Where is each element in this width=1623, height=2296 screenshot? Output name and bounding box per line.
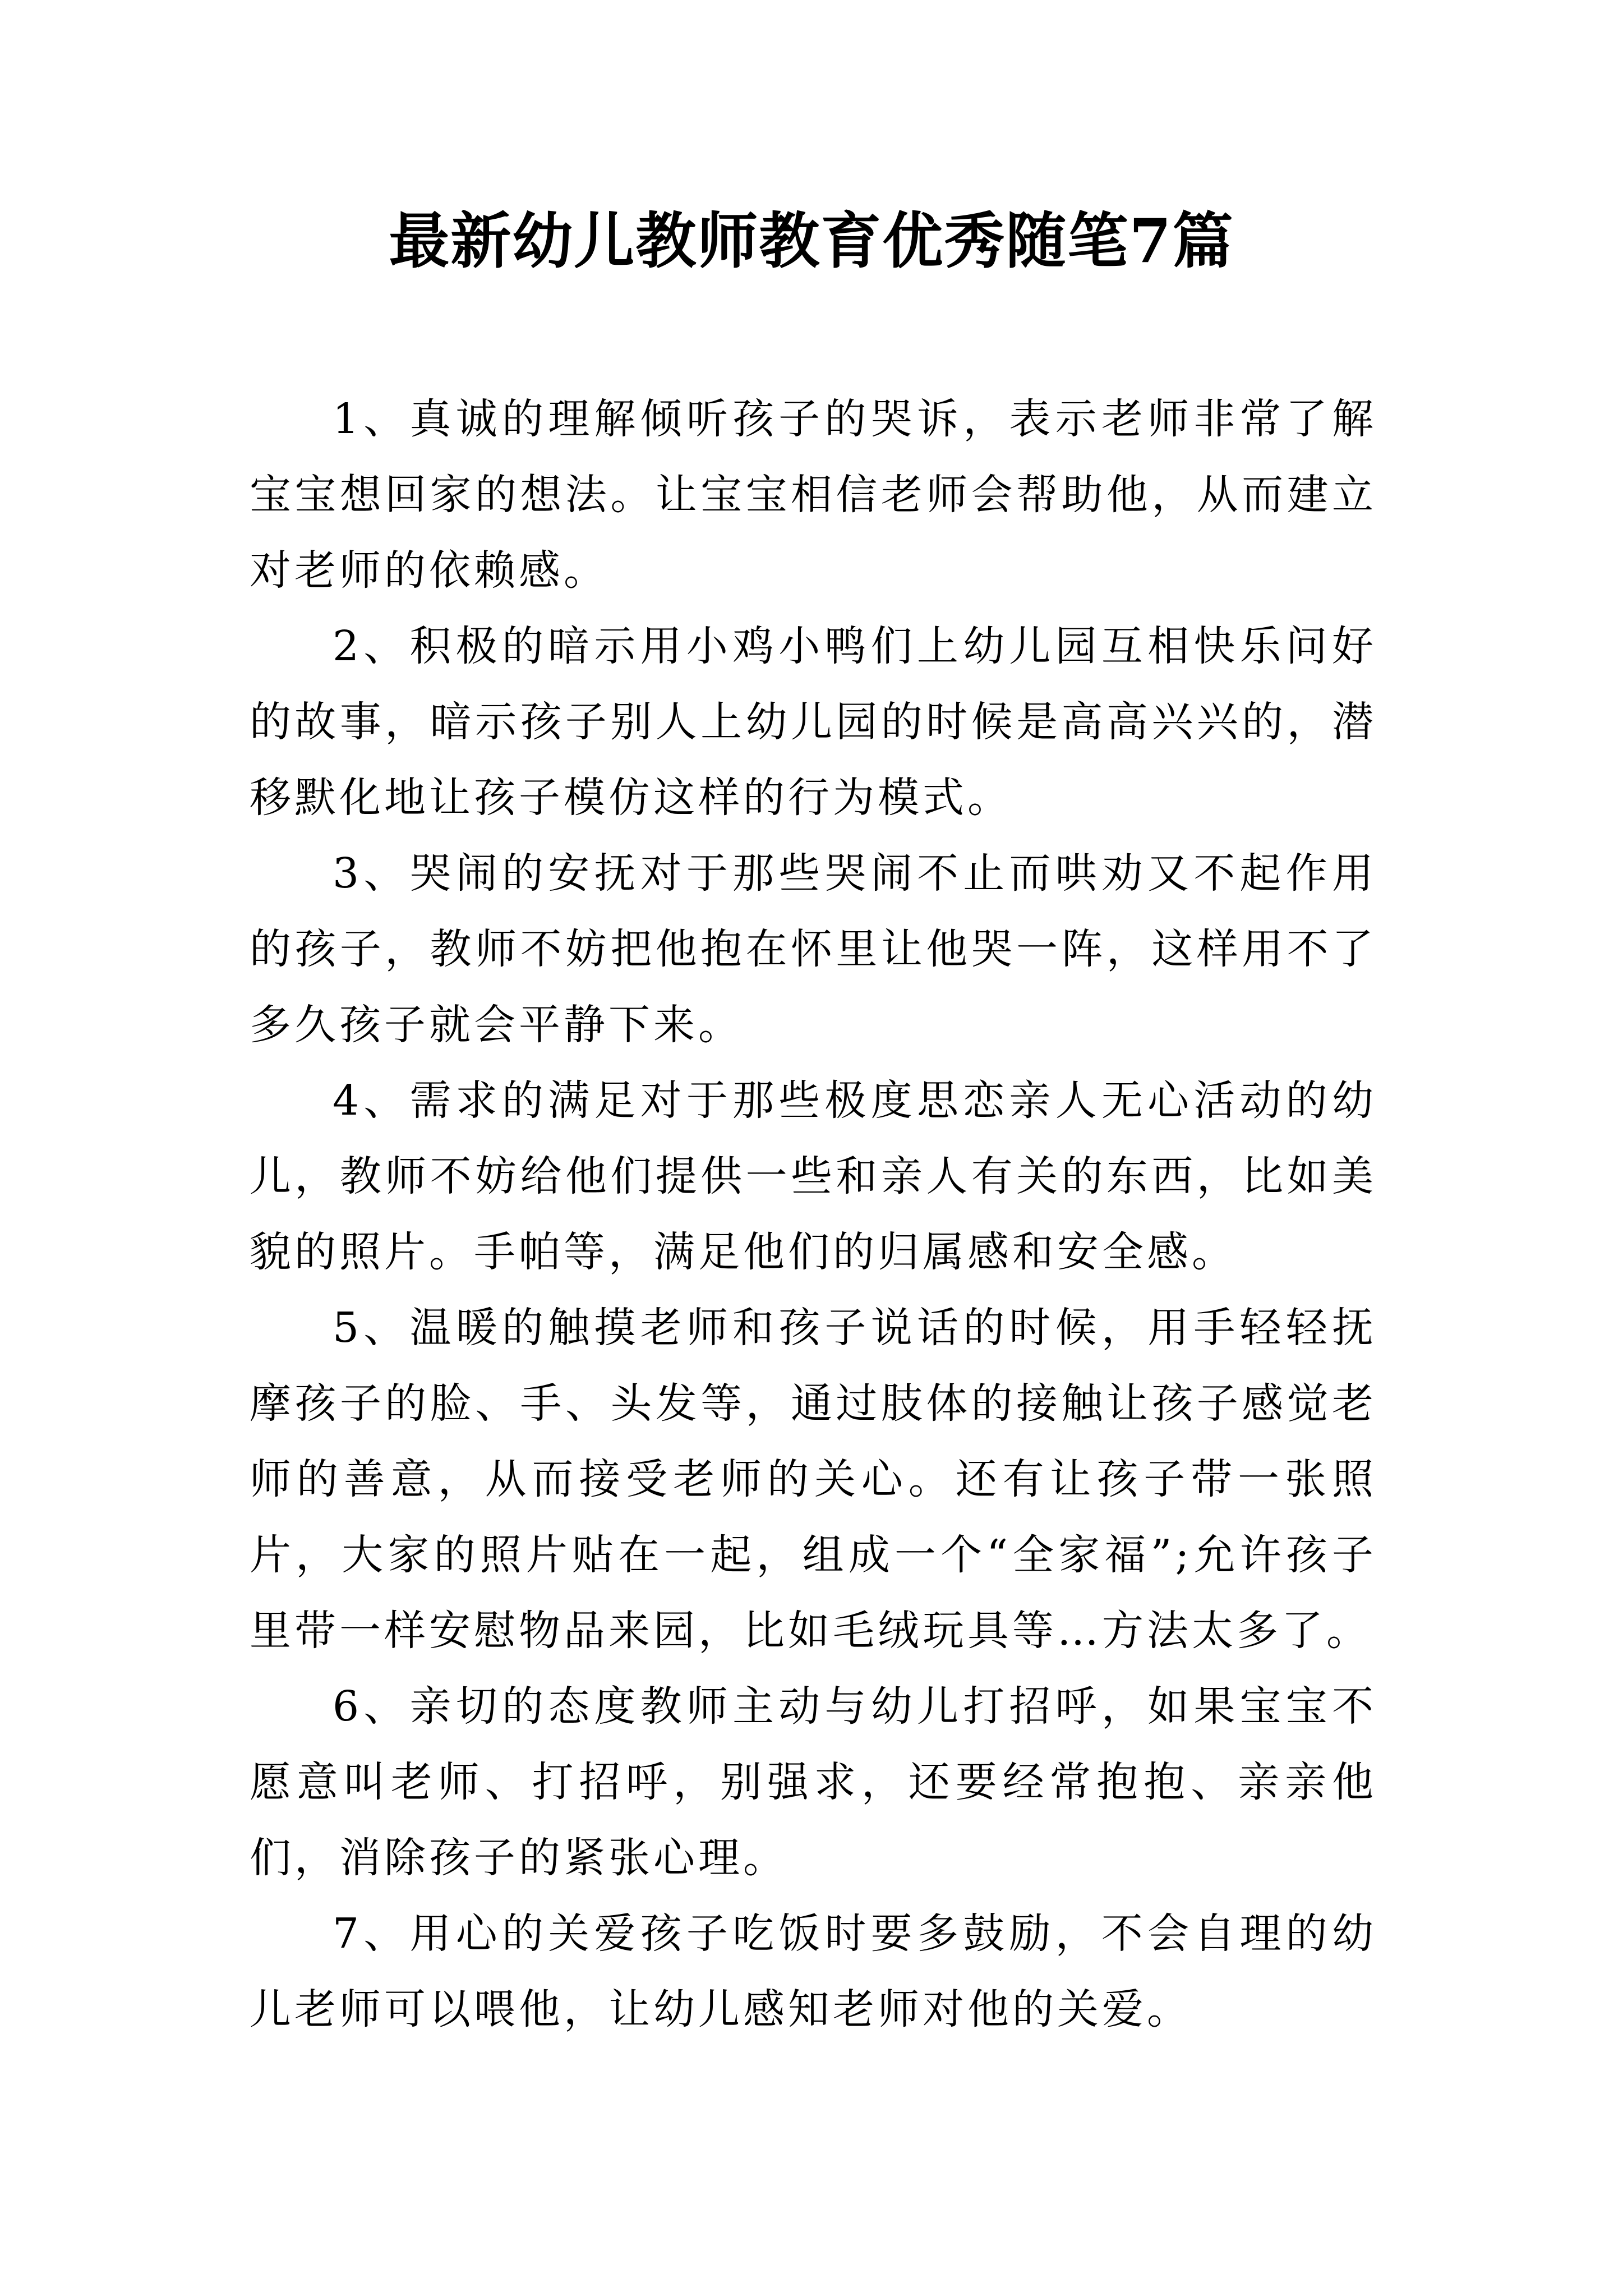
paragraph-5: 5、温暖的触摸老师和孩子说话的时候，用手轻轻抚摩孩子的脸、手、头发等，通过肢体的接触让孩子感觉老师的善意，从而接受老师的关心。还有让孩子带一张照片，大家的照片贴在一起，组成一个“全家福”;允许孩子里带一样安慰物品来园，比如毛绒玩具等…方法太多了。 xyxy=(250,1304,1377,1655)
paragraph-7: 7、用心的关爱孩子吃饭时要多鼓励，不会自理的幼儿老师可以喂他，让幼儿感知老师对他的关爱。 xyxy=(250,1910,1377,2033)
paragraph-6: 6、亲切的态度教师主动与幼儿打招呼，如果宝宝不愿意叫老师、打招呼，别强求，还要经常抱抱、亲亲他们，消除孩子的紧张心理。 xyxy=(250,1682,1377,1882)
document-body xyxy=(250,381,1377,2047)
paragraph-4: 4、需求的满足对于那些极度思恋亲人无心活动的幼儿，教师不妨给他们提供一些和亲人有关的东西，比如美貌的照片。手帕等，满足他们的归属感和安全感。 xyxy=(250,1076,1377,1276)
paragraph-2: 2、积极的暗示用小鸡小鸭们上幼儿园互相快乐问好的故事，暗示孩子别人上幼儿园的时候是高高兴兴的，潜移默化地让孩子模仿这样的行为模式。 xyxy=(250,622,1377,822)
paragraph-3: 3、哭闹的安抚对于那些哭闹不止而哄劝又不起作用的孩子，教师不妨把他抱在怀里让他哭一阵，这样用不了多久孩子就会平静下来。 xyxy=(250,849,1377,1049)
document-title: 最新幼儿教师教育优秀随笔7篇 xyxy=(389,206,1234,277)
paragraph-1: 1、真诚的理解倾听孩子的哭诉，表示老师非常了解宝宝想回家的想法。让宝宝相信老师会帮助他，从而建立对老师的依赖感。 xyxy=(250,395,1377,595)
